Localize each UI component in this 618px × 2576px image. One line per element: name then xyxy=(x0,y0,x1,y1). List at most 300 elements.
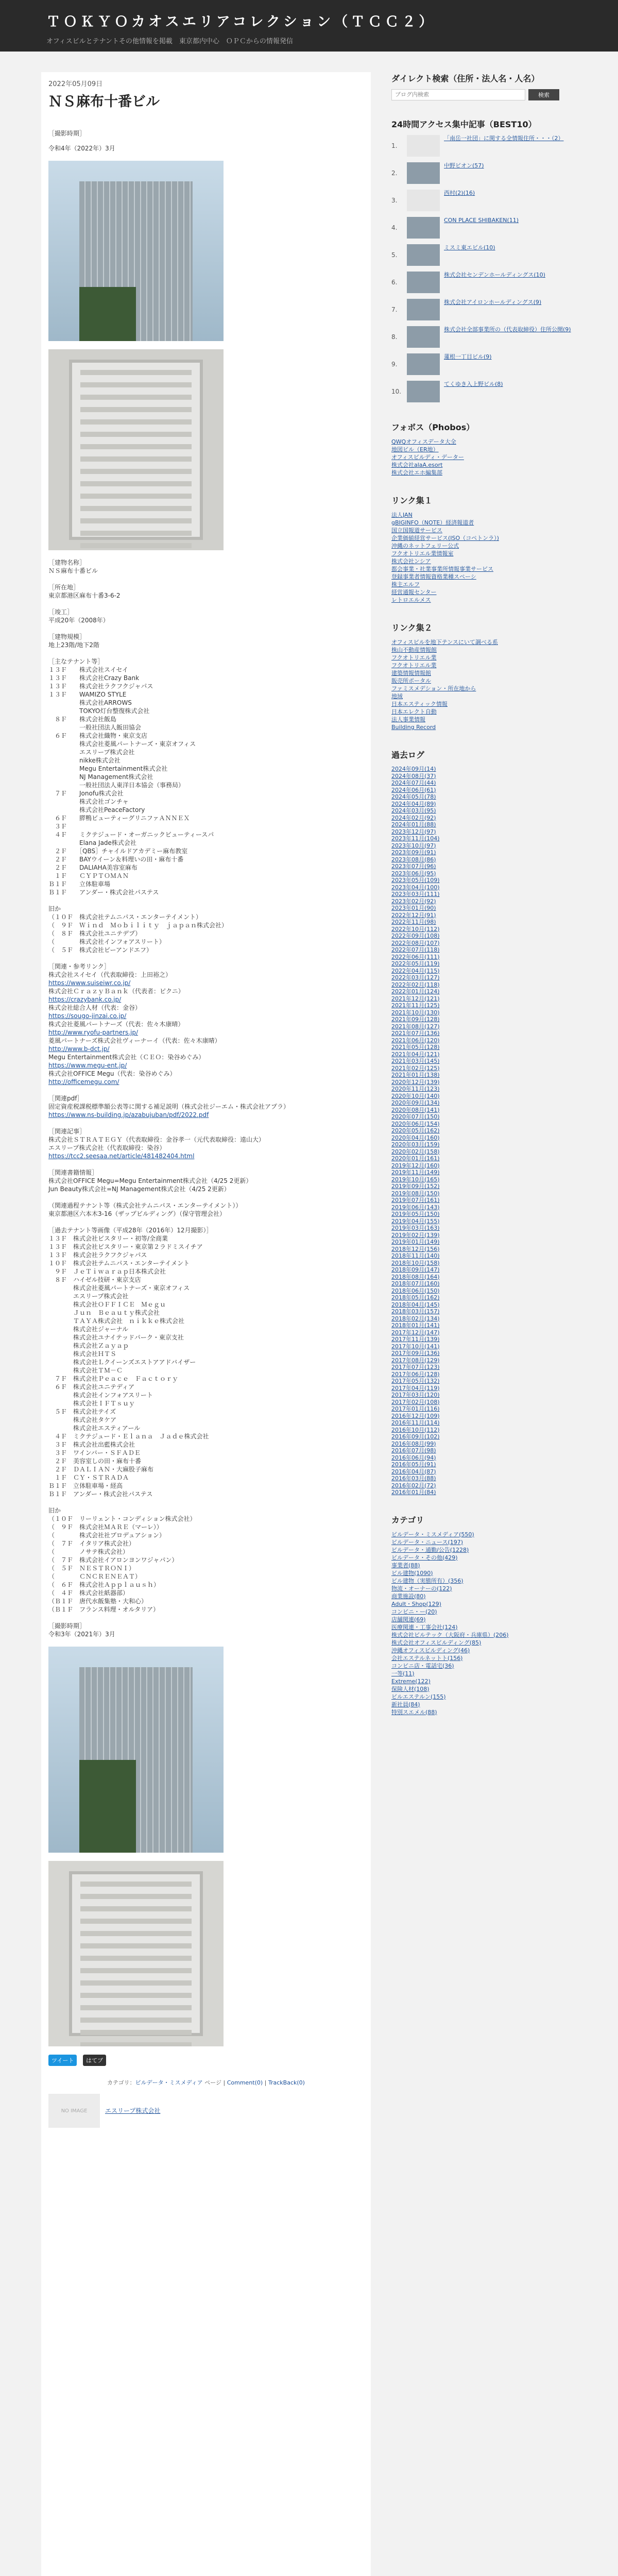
text-block xyxy=(48,1498,364,1638)
text-line xyxy=(48,575,364,583)
rank-thumbnail[interactable] xyxy=(407,217,440,239)
archive-link[interactable]: 2016年09月(102) xyxy=(391,1433,440,1440)
text-block xyxy=(48,1160,364,1267)
archive-link[interactable]: 2019年08月(150) xyxy=(391,1190,440,1197)
reference-link[interactable]: https://www.ns-building.jp/azabujuban/pdf/2022.pdf xyxy=(48,1111,209,1118)
text-line: ６Ｆ 株式会社織物・東京支店 xyxy=(48,732,148,739)
link-item[interactable]: 沖縄のネットフェリー公式 xyxy=(391,543,459,549)
phobos-title: フォボス（Phobos） xyxy=(391,422,475,432)
text-line xyxy=(48,1498,364,1506)
text-line: Jun Beauty株式会社=NJ Management株式会社（4/25 2更新） xyxy=(48,1185,230,1193)
link-item[interactable]: 国立国報道サービス xyxy=(391,527,442,534)
rank-thumbnail[interactable] xyxy=(407,381,440,402)
link-item[interactable]: 株主エルフ xyxy=(391,581,420,588)
phobos-link[interactable]: 地図ビル（ER地） xyxy=(391,446,439,453)
link-item[interactable]: Building Record xyxy=(391,724,436,731)
tweet-button[interactable]: ツイート xyxy=(48,2055,77,2066)
archive-link[interactable]: 2023年03月(111) xyxy=(391,891,440,897)
comments-link[interactable]: Comment(0) xyxy=(227,2079,263,2086)
archive-link[interactable]: 2022年02月(118) xyxy=(391,981,440,988)
link-item[interactable]: gBIGINFO（NOTE）経済報道者 xyxy=(391,519,474,526)
archive-link[interactable]: 2017年12月(147) xyxy=(391,1329,440,1336)
phobos-link[interactable]: 株式会社alaA.esort xyxy=(391,462,443,468)
archive-link[interactable]: 2018年04月(145) xyxy=(391,1301,440,1308)
links1-box xyxy=(391,494,577,604)
archive-link[interactable]: 2018年10月(158) xyxy=(391,1259,440,1266)
text-line xyxy=(48,896,364,905)
text-line: 株式会社PeaceFactory xyxy=(48,806,145,814)
rank-title[interactable]: 蓮根一丁目ビル(9) xyxy=(444,353,492,360)
reference-link[interactable]: http://www.b-dct.jp/ xyxy=(48,1045,110,1053)
reference-link[interactable]: https://www.megu-ent.jp/ xyxy=(48,1062,127,1069)
text-line: （ ＣＮＣＲＥＮＥＡＴ） xyxy=(48,1573,142,1580)
archive-link[interactable]: 2016年02月(72) xyxy=(391,1482,436,1489)
archive-link[interactable]: 2017年02月(108) xyxy=(391,1398,440,1405)
text-line: NJ Management株式会社 xyxy=(48,773,153,781)
archive-link[interactable]: 2024年01月(88) xyxy=(391,821,436,828)
ranking-item[interactable] xyxy=(391,299,577,321)
archive-link[interactable]: 2019年09月(152) xyxy=(391,1183,440,1190)
archive-link[interactable]: 2020年12月(139) xyxy=(391,1078,440,1086)
archive-link[interactable]: 2024年09月(14) xyxy=(391,766,436,772)
archive-link[interactable]: 2019年03月(163) xyxy=(391,1225,440,1231)
archive-link[interactable]: 2019年11月(149) xyxy=(391,1169,440,1176)
archive-link[interactable]: 2020年09月(134) xyxy=(391,1099,440,1106)
archive-link[interactable]: 2023年06月(95) xyxy=(391,870,436,877)
rank-title[interactable]: 株式会社全部事業所の（代表取締役）住所公開(9) xyxy=(444,326,571,333)
text-line: （ ９Ｆ 株式会社ＭＡＲＥ（マーレ）） xyxy=(48,1523,163,1531)
rank-title[interactable]: 株式会社アイロンホールディングス(9) xyxy=(444,299,542,306)
text-line: ［主なテナント等］ xyxy=(48,658,104,665)
text-line: １３Ｆ WAMIZO STYLE xyxy=(48,691,127,698)
rank-thumbnail[interactable] xyxy=(407,135,440,157)
text-line xyxy=(48,954,364,962)
link-item[interactable]: 建築情報情報館 xyxy=(391,670,431,676)
archive-link[interactable]: 2017年01月(116) xyxy=(391,1405,440,1412)
archive-link[interactable]: 2023年05月(109) xyxy=(391,877,440,884)
link-item[interactable]: 経営通報センター xyxy=(391,589,437,596)
link-item[interactable]: レトロエルメス xyxy=(391,597,431,603)
archive-link[interactable]: 2016年01月(84) xyxy=(391,1489,436,1496)
archive-link[interactable]: 2020年06月(154) xyxy=(391,1120,440,1127)
text-line: 株式会社タケア xyxy=(48,1416,117,1423)
archive-link[interactable]: 2023年04月(100) xyxy=(391,884,440,891)
rank-title[interactable]: ミスミ東エビル(10) xyxy=(444,244,495,251)
archive-link[interactable]: 2020年01月(161) xyxy=(391,1155,440,1162)
archive-link[interactable]: 2017年06月(128) xyxy=(391,1370,440,1378)
text-line xyxy=(48,1119,364,1127)
archive-link[interactable]: 2024年06月(61) xyxy=(391,786,436,793)
archive-link[interactable]: 2023年11月(104) xyxy=(391,835,440,842)
archive-link[interactable]: 2024年07月(44) xyxy=(391,779,436,786)
archive-link[interactable]: 2021年03月(145) xyxy=(391,1058,440,1064)
archive-link[interactable]: 2016年05月(91) xyxy=(391,1461,436,1468)
archive-link[interactable]: 2018年02月(134) xyxy=(391,1315,440,1322)
category-link[interactable]: 特別スエメル(88) xyxy=(391,1708,437,1716)
text-line: 株式会社菱風パートナーズ・東京オフィス xyxy=(48,740,196,748)
related-article[interactable] xyxy=(48,2094,364,2128)
archive-link[interactable]: 2016年04月(87) xyxy=(391,1468,436,1475)
text-line: ４Ｆ ミクテジュード・オーガニックビューティースパ xyxy=(48,831,214,838)
link-item[interactable]: オフィスビルを地下テンスにいて調べる系 xyxy=(391,639,498,646)
rank-thumbnail[interactable] xyxy=(407,299,440,320)
archive-link[interactable]: 2016年07月(98) xyxy=(391,1447,436,1454)
text-line: １３Ｆ 株式会社ビスタリー・東京第２ラドミスイチア xyxy=(48,1243,203,1250)
text-line: ［関連・参考リンク］ xyxy=(48,963,110,970)
rank-title[interactable]: 中野ビオン(57) xyxy=(444,162,484,169)
archive-link[interactable]: 2024年02月(92) xyxy=(391,814,436,821)
category-link[interactable]: 商業施設(80) xyxy=(391,1592,426,1600)
link-item[interactable]: 株式会社ンシア xyxy=(391,558,431,565)
category-link[interactable]: ビル建物(1090) xyxy=(391,1569,433,1577)
archive-link[interactable]: 2021年06月(120) xyxy=(391,1037,440,1044)
archive-link[interactable]: 2019年04月(155) xyxy=(391,1217,440,1225)
category-link[interactable]: 保険人材(108) xyxy=(391,1685,430,1692)
archive-link[interactable]: 2024年03月(95) xyxy=(391,807,436,814)
text-line: ３Ｆ xyxy=(48,823,67,830)
archive-link[interactable]: 2020年07月(150) xyxy=(391,1113,440,1120)
text-line xyxy=(48,1193,364,1201)
text-line: 株式会社総合人材（代表：金谷） xyxy=(48,1004,142,1011)
archive-link[interactable]: 2017年10月(141) xyxy=(391,1343,440,1350)
archive-link[interactable]: 2020年02月(158) xyxy=(391,1148,440,1155)
archive-link[interactable]: 2016年10月(112) xyxy=(391,1426,440,1433)
text-line: ［建物名称］ xyxy=(48,559,86,566)
text-line: Ｂ１Ｆ アンダー・株式会社パステス xyxy=(48,1490,153,1498)
category-link[interactable]: Adult・Shop(129) xyxy=(391,1600,441,1607)
trackback-link[interactable]: TrackBack(0) xyxy=(268,2079,305,2086)
archive-link[interactable]: 2016年11月(114) xyxy=(391,1419,440,1426)
link-item[interactable]: 地域 xyxy=(391,693,403,700)
archive-link[interactable]: 2019年12月(160) xyxy=(391,1162,440,1169)
text-line: （ ８Ｆ 株式会社ユニテデプ） xyxy=(48,930,142,937)
archive-link[interactable]: 2021年02月(125) xyxy=(391,1064,440,1072)
text-line: 令和3年（2021年）3月 xyxy=(48,1631,115,1638)
text-line: １３Ｆ 株式会社Crazy Bank xyxy=(48,674,140,682)
text-line: ３Ｆ ワインバー・ＳＦＡＤＥ xyxy=(48,1449,141,1456)
rank-title[interactable]: 株式会社センデンホールディングス(10) xyxy=(444,272,545,278)
text-line: ［過去テナント等画像（平成28年（2016年）12月撮影）］ xyxy=(48,1227,213,1234)
category-link[interactable]: ビルデータ・通勤/公告(1228) xyxy=(391,1546,469,1553)
text-line: ７Ｆ Jonofu株式会社 xyxy=(48,790,124,797)
text-line: 固定資産税課税標準額公表等に関する補足説明（株式会社ジーエム・株式会社アプラ） xyxy=(48,1103,290,1110)
archive-link[interactable]: 2020年03月(159) xyxy=(391,1141,440,1148)
rank-title[interactable]: 西村(2)(16) xyxy=(444,190,475,196)
archive-link[interactable]: 2021年09月(128) xyxy=(391,1016,440,1023)
category-link[interactable]: 沖縄オフィスビルディング(46) xyxy=(391,1647,470,1654)
text-line: Megu Entertainment株式会社 xyxy=(48,765,168,772)
link-item[interactable]: 日本エスティック情報 xyxy=(391,701,448,707)
link-item[interactable]: 企業価値経営サービス(ISO（コペトンラ）) xyxy=(391,535,499,541)
archive-link[interactable]: 2018年09月(147) xyxy=(391,1266,440,1273)
category-link[interactable]: 会社エステルネットト(156) xyxy=(391,1654,463,1662)
archive-link[interactable]: 2021年05月(128) xyxy=(391,1044,440,1050)
link-item[interactable]: 法人事業情報 xyxy=(391,716,425,723)
text-line: ２Ｆ BAYウイーン＆料理いの田・麻布十番 xyxy=(48,856,184,863)
search-input[interactable] xyxy=(391,89,525,100)
link-item[interactable]: 法人JAN xyxy=(391,512,413,518)
text-line: nikke株式会社 xyxy=(48,757,121,764)
ranking-item[interactable] xyxy=(391,353,577,376)
text-line: （ ７Ｆ 株式会社イアロンヨンワジャパン） xyxy=(48,1556,178,1564)
archive-link[interactable]: 2017年03月(120) xyxy=(391,1392,440,1398)
archive-link[interactable]: 2018年03月(157) xyxy=(391,1308,440,1315)
archive-link[interactable]: 2022年08月(107) xyxy=(391,939,440,946)
text-line: ８Ｆ ハイゼル技研・東京支店 xyxy=(48,1276,141,1283)
link-item[interactable]: 株山不動産情報館 xyxy=(391,647,437,653)
rank-number: 5. xyxy=(391,251,398,259)
archive-link[interactable]: 2024年05月(78) xyxy=(391,793,436,800)
link-item[interactable]: 登録事業者情報資格業種スペーシ xyxy=(391,573,476,580)
category-link[interactable]: 株式会社ビルテック（大阪府・兵庫県）(206) xyxy=(391,1631,509,1638)
link-item[interactable]: 販売所ポータル xyxy=(391,677,431,684)
archive-link[interactable]: 2020年11月(123) xyxy=(391,1086,440,1092)
category-link[interactable]: ビルデータ・ミスメディア xyxy=(135,2079,203,2086)
text-line: ９Ｆ ＪｅＴｉｗａｒａｐ日本株式会社 xyxy=(48,1268,166,1275)
category-link[interactable]: ビル建物（実態所有）(356) xyxy=(391,1577,464,1584)
link-item[interactable]: 日本エレクト自動 xyxy=(391,708,437,715)
archive-link[interactable]: 2017年08月(129) xyxy=(391,1357,440,1364)
rank-thumbnail[interactable] xyxy=(407,244,440,266)
ranking-item[interactable] xyxy=(391,162,577,185)
category-link[interactable]: コンビニ店・電話宅(36) xyxy=(391,1662,454,1669)
rank-thumbnail[interactable] xyxy=(407,326,440,348)
archive-link[interactable]: 2018年07月(160) xyxy=(391,1280,440,1287)
text-line: １Ｆ ＣＹＰＴＯＭＡＮ xyxy=(48,872,129,879)
article-body xyxy=(48,558,364,1638)
text-line: 株式会社インフォアスリート xyxy=(48,1392,153,1399)
reference-link[interactable]: https://sougo-jinzai.co.jp/ xyxy=(48,1012,127,1020)
archive-link[interactable]: 2019年05月(150) xyxy=(391,1211,440,1217)
category-link[interactable]: ビルエステルン(155) xyxy=(391,1693,446,1700)
archive-link[interactable]: 2020年05月(162) xyxy=(391,1127,440,1134)
text-line xyxy=(48,600,364,608)
category-link[interactable]: ビルデータ・その他(429) xyxy=(391,1554,458,1561)
archive-link[interactable]: 2020年04月(160) xyxy=(391,1134,440,1141)
archive-link[interactable]: 2022年12月(91) xyxy=(391,911,436,919)
ranking-item[interactable] xyxy=(391,326,577,349)
text-line: ２Ｆ DALIAHA美容室麻布 xyxy=(48,864,138,871)
ranking-box xyxy=(391,118,577,403)
archive-link[interactable]: 2018年06月(150) xyxy=(391,1287,440,1294)
archive-link[interactable]: 2023年08月(86) xyxy=(391,856,436,863)
text-line: １３Ｆ 株式会社ラクフクジャパス xyxy=(48,1251,147,1259)
archive-link[interactable]: 2017年05月(132) xyxy=(391,1378,440,1384)
category-link[interactable]: Extreme(122) xyxy=(391,1677,431,1685)
ranking-item[interactable] xyxy=(391,135,577,158)
archive-link[interactable]: 2016年03月(88) xyxy=(391,1475,436,1482)
category-link[interactable]: 物流・オーナーの(122) xyxy=(391,1585,452,1592)
category-link[interactable]: ビルデータ・ミスメディア(550) xyxy=(391,1531,474,1538)
archive-link[interactable]: 2022年09月(108) xyxy=(391,933,440,939)
archive-link[interactable]: 2021年04月(121) xyxy=(391,1050,440,1058)
text-line xyxy=(48,1086,364,1094)
site-title[interactable]: ＴＯＫＹＯカオスエリアコレクション（ＴＣＣ２） xyxy=(46,14,436,30)
shooting-label: ［撮影時期］ xyxy=(48,130,86,137)
category-link[interactable]: 新社員(84) xyxy=(391,1701,420,1708)
rank-number: 8. xyxy=(391,333,398,341)
tenant-list xyxy=(48,666,364,896)
ranking-item[interactable] xyxy=(391,217,577,240)
text-line: 株式会社ＴＭ－Ｃ xyxy=(48,1367,123,1374)
link-item[interactable]: 都会事業・社業事業所情報事業サービス xyxy=(391,566,493,572)
archive-link[interactable]: 2022年03月(127) xyxy=(391,974,440,981)
rank-thumbnail[interactable] xyxy=(407,190,440,211)
rank-number: 10. xyxy=(391,388,402,395)
text-line xyxy=(48,1218,364,1226)
archive-link[interactable]: 2019年02月(139) xyxy=(391,1231,440,1239)
archive-link[interactable]: 2017年07月(123) xyxy=(391,1364,440,1370)
building-photo-2021[interactable] xyxy=(48,1647,224,1853)
archive-link[interactable]: 2019年01月(149) xyxy=(391,1239,440,1245)
text-block xyxy=(48,1004,364,1012)
rank-thumbnail[interactable] xyxy=(407,353,440,375)
text-line: ［建物規模］ xyxy=(48,633,86,640)
text-line: Ｊｕｎ Ｂｅａｕｔｙ株式会社 xyxy=(48,1309,160,1316)
archive-link[interactable]: 2022年04月(115) xyxy=(391,967,440,974)
related-thumbnail: NO IMAGE xyxy=(48,2094,100,2128)
archive-link[interactable]: 2019年07月(161) xyxy=(391,1197,440,1204)
category-link[interactable]: 医療関連・工事会社(124) xyxy=(391,1623,458,1631)
archive-link[interactable]: 2018年12月(156) xyxy=(391,1245,440,1252)
phobos-link[interactable]: 株式会社エホ編集部 xyxy=(391,469,442,476)
category-link[interactable]: 事業者(88) xyxy=(391,1562,420,1569)
text-line: （ ５Ｆ 株式会社ビーアンドエフ） xyxy=(48,946,152,954)
archive-link[interactable]: 2017年11月(139) xyxy=(391,1336,440,1343)
hatena-button[interactable]: はてブ xyxy=(83,2055,106,2066)
text-line: （１０Ｆ リーリェント・コンディション株式会社） xyxy=(48,1515,196,1522)
phobos-link[interactable]: オフィスビルディ・データー xyxy=(391,454,464,461)
text-block xyxy=(48,1037,364,1045)
archive-link[interactable]: 2017年09月(136) xyxy=(391,1350,440,1357)
archive-title: 過去ログ xyxy=(391,750,425,760)
archive-link[interactable]: 2020年10月(140) xyxy=(391,1092,440,1099)
archive-link[interactable]: 2020年08月(141) xyxy=(391,1106,440,1113)
archive-link[interactable]: 2023年09月(91) xyxy=(391,849,436,856)
text-line: ［撮影時期］ xyxy=(48,1622,86,1630)
text-line: ４Ｆ ミクテジュード・Ｅｌａｎａ Ｊａｄｅ株式会社 xyxy=(48,1433,209,1440)
archive-link[interactable]: 2021年11月(125) xyxy=(391,1002,440,1009)
text-line: 旧か xyxy=(48,1507,61,1514)
category-link[interactable]: 店舗関連(69) xyxy=(391,1616,426,1623)
link-item[interactable]: フクオトリエル業 xyxy=(391,662,437,669)
phobos-link[interactable]: QWQオフィスデータ大全 xyxy=(391,438,456,445)
archive-link[interactable]: 2022年01月(124) xyxy=(391,988,440,995)
text-line: Ｂ１Ｆ 立体駐車場 xyxy=(48,880,111,888)
archive-link[interactable]: 2024年08月(37) xyxy=(391,772,436,779)
category-link[interactable]: 一等(11) xyxy=(391,1670,415,1677)
archive-link[interactable]: 2022年11月(98) xyxy=(391,919,436,925)
text-line: １３Ｆ 株式会社スイセイ xyxy=(48,666,129,673)
archive-link[interactable]: 2021年08月(127) xyxy=(391,1023,440,1030)
text-line: 東京都港区麻布十番3-6-2 xyxy=(48,592,121,599)
text-line xyxy=(48,1614,364,1622)
archive-link[interactable]: 2021年07月(136) xyxy=(391,1030,440,1037)
building-photo[interactable] xyxy=(48,161,224,341)
archive-link[interactable]: 2022年06月(111) xyxy=(391,953,440,960)
links1-title: リンク集１ xyxy=(391,496,433,505)
archive-link[interactable]: 2023年01月(90) xyxy=(391,905,436,911)
text-block xyxy=(48,558,364,666)
category-link[interactable]: コンビニ・ー(20) xyxy=(391,1608,437,1615)
archive-link[interactable]: 2024年04月(89) xyxy=(391,800,436,807)
archive-link[interactable]: 2022年07月(118) xyxy=(391,946,440,953)
archive-box xyxy=(391,749,577,1496)
ranking-item[interactable] xyxy=(391,190,577,212)
text-line: 株式会社Ｚａｙａｐ xyxy=(48,1342,129,1349)
archive-link[interactable]: 2016年08月(99) xyxy=(391,1440,436,1447)
archive-link[interactable]: 2018年08月(164) xyxy=(391,1273,440,1280)
archive-link[interactable]: 2018年01月(141) xyxy=(391,1322,440,1329)
reference-link[interactable]: https://crazybank.co.jp/ xyxy=(48,996,122,1003)
text-line: 株式会社菱風パートナーズ（代表：佐々木康晴） xyxy=(48,1021,184,1028)
archive-link[interactable]: 2023年02月(92) xyxy=(391,897,436,905)
rank-title[interactable]: CON PLACE SHIBAKEN(11) xyxy=(444,217,519,224)
archive-link[interactable]: 2016年06月(94) xyxy=(391,1454,436,1461)
rank-thumbnail[interactable] xyxy=(407,162,440,184)
related-link[interactable]: エスリープ株式会社 xyxy=(105,2107,161,2114)
archive-link[interactable]: 2022年05月(119) xyxy=(391,960,440,967)
link-item[interactable]: フクオトリエル業情報室 xyxy=(391,550,454,557)
post-footer: カテゴリ：ビルデータ・ミスメディア ページ | Comment(0) | TrackBack(0) xyxy=(107,2079,305,2086)
archive-link[interactable]: 2019年06月(143) xyxy=(391,1204,440,1211)
reference-link[interactable]: https://www.suiseiwr.co.jp/ xyxy=(48,979,131,987)
archive-link[interactable]: 2023年07月(96) xyxy=(391,863,436,870)
archive-link[interactable]: 2017年04月(119) xyxy=(391,1384,440,1392)
rank-title[interactable]: てくゆき入上野ビル(8) xyxy=(444,381,503,387)
archive-link[interactable]: 2022年10月(112) xyxy=(391,925,440,933)
rank-title[interactable]: 「南岳一社団」に関する全情報住所・・・（2） xyxy=(444,135,564,142)
ranking-item[interactable] xyxy=(391,381,577,403)
ranking-item[interactable] xyxy=(391,244,577,267)
archive-link[interactable]: 2021年10月(130) xyxy=(391,1009,440,1016)
text-line: 株式会社ジャーナル xyxy=(48,1326,129,1333)
text-line: 株式会社Ｌクイーンズエストアアドバイザー xyxy=(48,1359,196,1366)
link-item[interactable]: ファミスメデション・所在地から xyxy=(391,685,476,692)
archive-link[interactable]: 2023年10月(97) xyxy=(391,842,436,849)
text-block xyxy=(48,896,364,979)
search-box xyxy=(391,72,577,100)
reference-link[interactable]: http://www.ryofu-partners.jp/ xyxy=(48,1029,139,1036)
search-button[interactable]: 検索 xyxy=(528,89,559,100)
category-link[interactable]: 株式会社オフィスビルディング(85) xyxy=(391,1639,482,1646)
reference-link[interactable]: http://officemegu.com/ xyxy=(48,1078,119,1086)
archive-link[interactable]: 2018年05月(162) xyxy=(391,1294,440,1301)
ranking-item[interactable] xyxy=(391,272,577,294)
text-line: ３Ｆ 株式会社出藍株式会社 xyxy=(48,1441,135,1448)
links2-title: リンク集２ xyxy=(391,623,433,633)
reference-link[interactable]: https://tcc2.seesaa.net/article/481482404.html xyxy=(48,1153,195,1160)
category-link[interactable]: ビルデータ・ニュース(197) xyxy=(391,1538,464,1546)
rank-number: 3. xyxy=(391,197,398,204)
directory-board-photo-2021[interactable] xyxy=(48,1861,224,2046)
post-title[interactable]: ＮＳ麻布十番ビル xyxy=(48,94,160,110)
archive-link[interactable]: 2018年11月(140) xyxy=(391,1252,440,1259)
directory-board-photo[interactable] xyxy=(48,349,224,550)
text-line: 菱風パートナーズ株式会社ヴィーナーイ（代表：佐々木康晴） xyxy=(48,1037,221,1044)
archive-link[interactable]: 2019年10月(165) xyxy=(391,1176,440,1183)
text-line: Megu Entertainment株式会社（ＣＥＯ：染谷めぐみ） xyxy=(48,1054,205,1061)
text-line: エスリープ株式会社 xyxy=(48,1293,129,1300)
archive-link[interactable]: 2021年01月(138) xyxy=(391,1072,440,1078)
archive-link[interactable]: 2021年12月(121) xyxy=(391,995,440,1002)
post-date: 2022年05月09日 xyxy=(48,80,103,88)
link-item[interactable]: フクオトリエル業 xyxy=(391,654,437,661)
rank-thumbnail[interactable] xyxy=(407,272,440,293)
archive-link[interactable]: 2016年12月(109) xyxy=(391,1412,440,1419)
archive-link[interactable]: 2023年12月(97) xyxy=(391,828,436,835)
category-title: カテゴリ xyxy=(391,1515,424,1525)
